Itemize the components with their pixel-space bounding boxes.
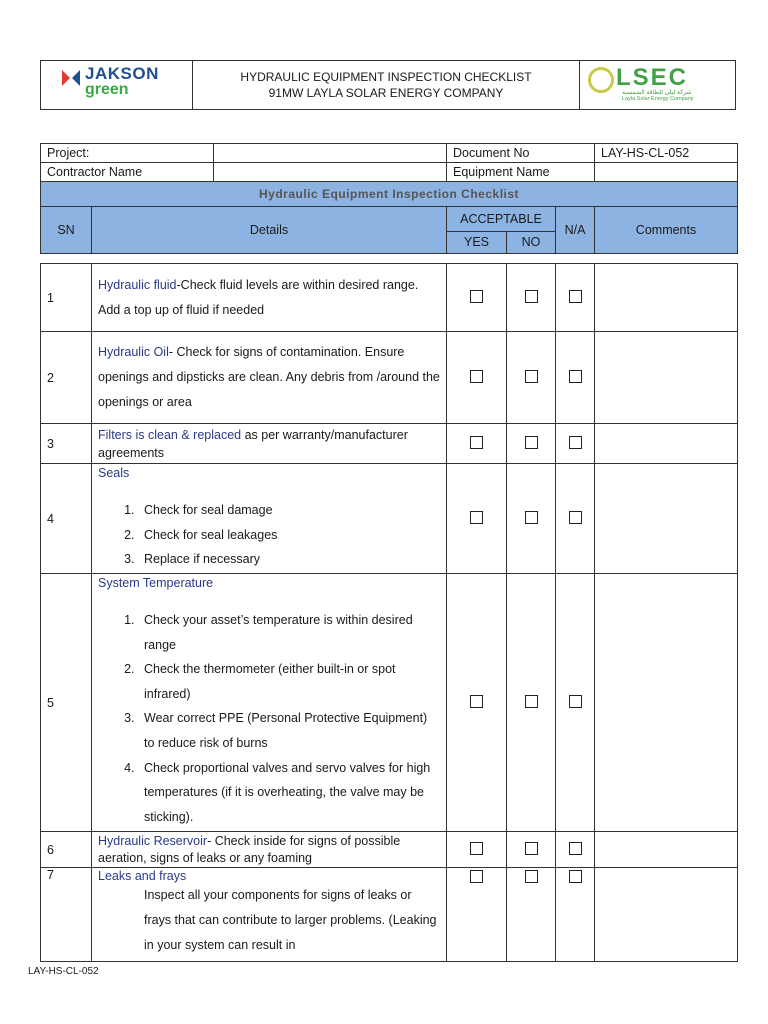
contractor-field[interactable] xyxy=(214,163,447,182)
list-item: 2. Check for seal leakages xyxy=(138,523,440,548)
item-text: Inspect all your components for signs of leaks or frays that can contribute to larger problems. (Leaking in your system can result in xyxy=(144,888,437,952)
list-item: 1. Check your asset’s temperature is within desired range xyxy=(138,608,440,657)
row-sn: 4 xyxy=(41,464,92,574)
na-checkbox[interactable] xyxy=(569,870,582,883)
info-row-contractor xyxy=(41,163,738,182)
document-header xyxy=(40,60,736,110)
title-line-1: HYDRAULIC EQUIPMENT INSPECTION CHECKLIST xyxy=(240,70,532,84)
section-title: Hydraulic Equipment Inspection Checklist xyxy=(41,182,738,207)
jakson-x-icon xyxy=(61,69,81,87)
list-item: 1. Check for seal damage xyxy=(138,498,440,523)
col-na: N/A xyxy=(556,207,595,254)
row-sn: 3 xyxy=(41,424,92,464)
na-checkbox[interactable] xyxy=(569,695,582,708)
row-details xyxy=(92,264,447,332)
item-label: Hydraulic Reservoir xyxy=(98,833,208,848)
footer-doc-code: LAY-HS-CL-052 xyxy=(28,966,99,977)
col-comments: Comments xyxy=(595,207,738,254)
comments-cell[interactable] xyxy=(595,264,738,332)
list-item: 3. Replace if necessary xyxy=(138,547,440,572)
no-checkbox[interactable] xyxy=(525,870,538,883)
list-item: 4. Check proportional valves and servo valves for high temperatures (if it is overheating, the valve may be sticking). xyxy=(138,756,440,830)
row-details xyxy=(92,424,447,464)
no-checkbox[interactable] xyxy=(525,511,538,524)
row-details xyxy=(92,574,447,832)
item-label: System Temperature xyxy=(98,576,214,590)
yes-checkbox[interactable] xyxy=(470,290,483,303)
equipment-field[interactable] xyxy=(595,163,738,182)
comments-cell[interactable] xyxy=(595,464,738,574)
col-details: Details xyxy=(92,207,447,254)
project-label: Project: xyxy=(41,144,214,163)
na-checkbox[interactable] xyxy=(569,370,582,383)
info-row-project xyxy=(41,144,738,163)
yes-checkbox[interactable] xyxy=(470,842,483,855)
comments-cell[interactable] xyxy=(595,424,738,464)
col-acceptable: ACCEPTABLE xyxy=(447,207,556,232)
na-checkbox[interactable] xyxy=(569,842,582,855)
item-label: Hydraulic Oil xyxy=(98,345,169,359)
logo-brand: JAKSON xyxy=(85,64,159,83)
document-title xyxy=(193,61,580,109)
list-item: 3. Wear correct PPE (Personal Protective Equipment) to reduce risk of burns xyxy=(138,706,440,755)
project-field[interactable] xyxy=(214,144,447,163)
item-text: -Check fluid levels are within desired range. Add a top up of fluid if needed xyxy=(98,277,419,317)
yes-checkbox[interactable] xyxy=(470,370,483,383)
document-no-label: Document No xyxy=(447,144,595,163)
comments-cell[interactable] xyxy=(595,832,738,868)
item-label: Filters is clean & replaced xyxy=(98,427,242,442)
row-sn: 7 xyxy=(41,868,92,962)
lsec-english-name: Layla Solar Energy Company xyxy=(622,96,694,102)
comments-cell[interactable] xyxy=(595,332,738,424)
item-text: as per warranty/manufacturer agreements xyxy=(98,427,408,460)
yes-checkbox[interactable] xyxy=(470,511,483,524)
row-sn: 5 xyxy=(41,574,92,832)
yes-checkbox[interactable] xyxy=(470,695,483,708)
col-yes: YES xyxy=(447,231,507,253)
equipment-label: Equipment Name xyxy=(447,163,595,182)
table-row xyxy=(41,332,738,424)
column-header-row xyxy=(41,207,738,232)
item-label: Hydraulic fluid xyxy=(98,277,177,292)
row-sn: 1 xyxy=(41,264,92,332)
lsec-brand: LSEC xyxy=(616,64,689,91)
col-no: NO xyxy=(507,231,556,253)
checklist-table xyxy=(40,143,738,962)
row-details xyxy=(92,464,447,574)
list-item: 2. Check the thermometer (either built-in or spot infrared) xyxy=(138,657,440,706)
table-row xyxy=(41,424,738,464)
document-no-value[interactable]: LAY-HS-CL-052 xyxy=(595,144,738,163)
comments-cell[interactable] xyxy=(595,574,738,832)
item-text: - Check inside for signs of possible aeration, signs of leaks or any foaming xyxy=(98,833,401,865)
item-text: - Check for signs of contamination. Ensure openings and dipsticks are clean. Any debris from /around the openings or area xyxy=(98,345,440,409)
logo-sub: green xyxy=(85,81,129,98)
lsec-sun-icon xyxy=(588,67,614,93)
lsec-logo xyxy=(580,61,735,109)
na-checkbox[interactable] xyxy=(569,511,582,524)
table-row xyxy=(41,868,738,962)
no-checkbox[interactable] xyxy=(525,290,538,303)
no-checkbox[interactable] xyxy=(525,436,538,449)
col-sn: SN xyxy=(41,207,92,254)
table-row xyxy=(41,264,738,332)
no-checkbox[interactable] xyxy=(525,842,538,855)
jakson-green-logo xyxy=(41,61,193,109)
item-label: Seals xyxy=(98,466,130,480)
lsec-arabic-name: شركة ليلى للطاقة الشمسية xyxy=(622,90,692,96)
table-row xyxy=(41,464,738,574)
item-list xyxy=(98,608,440,829)
yes-checkbox[interactable] xyxy=(470,870,483,883)
comments-cell[interactable] xyxy=(595,868,738,962)
row-sn: 6 xyxy=(41,832,92,868)
title-line-2: 91MW LAYLA SOLAR ENERGY COMPANY xyxy=(268,86,504,100)
row-details xyxy=(92,868,447,962)
na-checkbox[interactable] xyxy=(569,436,582,449)
na-checkbox[interactable] xyxy=(569,290,582,303)
item-label: Leaks and frays xyxy=(98,869,187,883)
no-checkbox[interactable] xyxy=(525,370,538,383)
table-row xyxy=(41,574,738,832)
contractor-label: Contractor Name xyxy=(41,163,214,182)
row-sn: 2 xyxy=(41,332,92,424)
section-band xyxy=(41,182,738,207)
row-details xyxy=(92,832,447,868)
yes-checkbox[interactable] xyxy=(470,436,483,449)
item-list xyxy=(98,498,440,572)
table-row xyxy=(41,832,738,868)
no-checkbox[interactable] xyxy=(525,695,538,708)
row-details xyxy=(92,332,447,424)
